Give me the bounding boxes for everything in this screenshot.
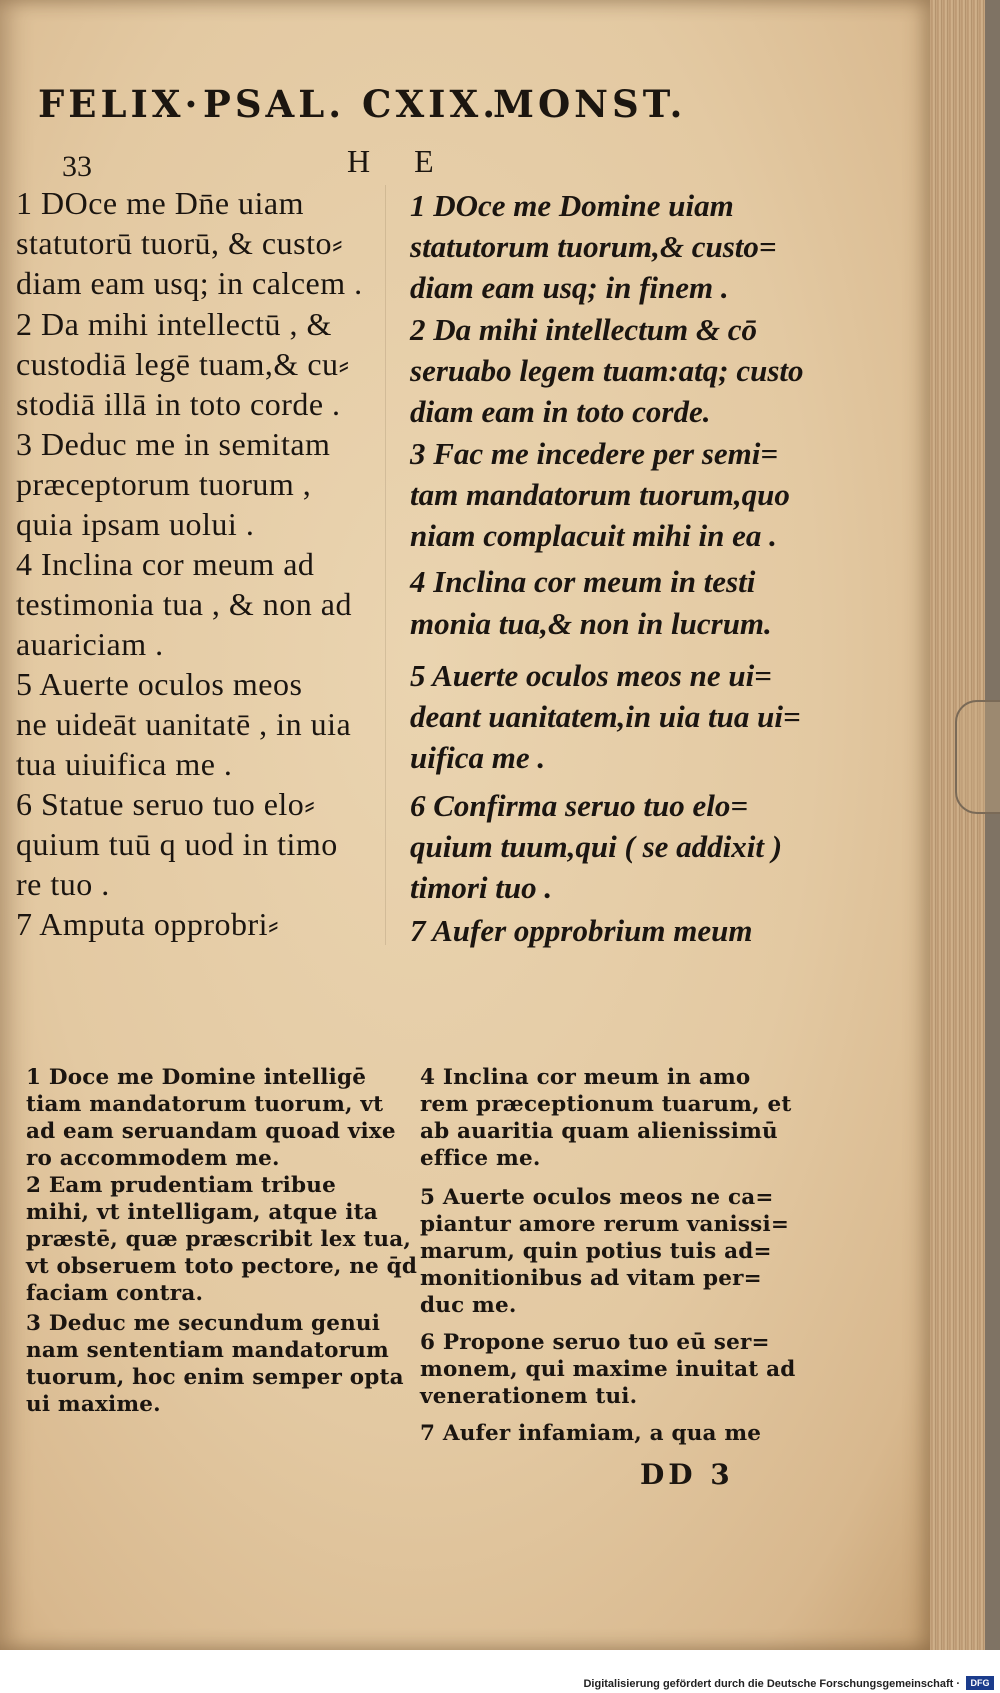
paraphrase-line: venerationem tui. bbox=[420, 1384, 638, 1409]
page-number: 33 bbox=[62, 150, 92, 183]
right-line: diam eam usq; in finem . bbox=[410, 270, 729, 305]
paraphrase-line: mihi, vt intelligam, atque ita bbox=[26, 1200, 378, 1225]
running-head bbox=[38, 82, 918, 132]
running-head-left: FELIX· bbox=[38, 82, 202, 126]
paraphrase-line: 2 Eam prudentiam tribue bbox=[26, 1173, 336, 1198]
left-line: 7 Amputa opprobri⸗ bbox=[16, 906, 280, 942]
paraphrase-right bbox=[420, 1065, 900, 1446]
left-line: 2 Da mihi intellectū , & bbox=[16, 306, 332, 342]
left-line: diam eam usq; in calcem . bbox=[16, 265, 363, 301]
right-line: uifica me . bbox=[410, 740, 546, 775]
paraphrase-line: 7 Aufer infamiam, a qua me bbox=[420, 1421, 762, 1446]
right-line: 3 Fac me incedere per semi= bbox=[410, 436, 779, 471]
paraphrase-left bbox=[26, 1065, 418, 1417]
paraphrase-line: effice me. bbox=[420, 1146, 541, 1171]
left-line: 6 Statue seruo tuo elo⸗ bbox=[16, 786, 316, 822]
paraphrase-line: rem præceptionum tuarum, et bbox=[420, 1092, 792, 1117]
right-line: statutorum tuorum,& custo= bbox=[410, 229, 777, 264]
right-line: seruabo legem tuam:atq; custo bbox=[410, 353, 804, 388]
right-line: 1 DOce me Domine uiam bbox=[410, 188, 734, 223]
dfg-logo: DFG bbox=[966, 1676, 994, 1690]
right-line: deant uanitatem,in uia tua ui= bbox=[410, 699, 801, 734]
paraphrase-line: 6 Propone seruo tuo eū ser= bbox=[420, 1330, 770, 1355]
right-line: diam eam in toto corde. bbox=[410, 394, 711, 429]
right-line: niam complacuit mihi in ea . bbox=[410, 518, 777, 553]
left-line: 5 Auerte oculos meos bbox=[16, 666, 303, 702]
right-line: timori tuo . bbox=[410, 870, 553, 905]
left-line: stodiā illā in toto corde . bbox=[16, 386, 341, 422]
paraphrase-line: 1 Doce me Domine intelligē bbox=[26, 1065, 367, 1090]
paraphrase-line: faciam contra. bbox=[26, 1281, 204, 1306]
left-line: 1 DOce me Dn̄e uiam bbox=[16, 185, 305, 221]
left-line: auariciam . bbox=[16, 626, 164, 662]
left-line: testimonia tua , & non ad bbox=[16, 586, 352, 622]
paraphrase-line: nam sententiam mandatorum bbox=[26, 1338, 389, 1363]
signature-mark: DD 3 bbox=[640, 1458, 734, 1491]
left-line: præceptorum tuorum , bbox=[16, 466, 312, 502]
paraphrase-line: duc me. bbox=[420, 1293, 517, 1318]
right-line: quium tuum,qui ( se addixit ) bbox=[410, 829, 783, 864]
paraphrase-line: marum, quin potius tuis ad= bbox=[420, 1239, 772, 1264]
paraphrase-line: monem, qui maxime inuitat ad bbox=[420, 1357, 796, 1382]
right-line: 7 Aufer opprobrium meum bbox=[410, 913, 753, 948]
section-letter: H E bbox=[347, 143, 452, 179]
paraphrase-line: piantur amore rerum vanissi= bbox=[420, 1212, 790, 1237]
left-line: re tuo . bbox=[16, 866, 110, 902]
right-line: 5 Auerte oculos meos ne ui= bbox=[410, 658, 772, 693]
paraphrase-line: ad eam seruandam quoad vixe bbox=[26, 1119, 396, 1144]
left-line: 3 Deduc me in semitam bbox=[16, 426, 331, 462]
right-line: 4 Inclina cor meum in testi bbox=[410, 564, 756, 599]
paraphrase-line: monitionibus ad vitam per= bbox=[420, 1266, 762, 1291]
left-line: tua uiuifica me . bbox=[16, 746, 233, 782]
left-line: ne uideāt uanitatē , in uia bbox=[16, 706, 352, 742]
right-line: 6 Confirma seruo tuo elo= bbox=[410, 788, 749, 823]
paraphrase-line: 5 Auerte oculos meos ne ca= bbox=[420, 1185, 774, 1210]
running-head-center: PSAL. CXIX. bbox=[203, 82, 500, 126]
paraphrase-line: 3 Deduc me secundum genui bbox=[26, 1311, 381, 1336]
book-clasp bbox=[955, 700, 1000, 814]
paraphrase-line: ui maxime. bbox=[26, 1392, 161, 1417]
paraphrase-line: præstē, quæ præscribit lex tua, bbox=[26, 1227, 412, 1252]
left-line: quium tuū q uod in timo bbox=[16, 826, 338, 862]
left-line: quia ipsam uolui . bbox=[16, 506, 255, 542]
paraphrase-line: vt obseruem toto pectore, ne q̄d bbox=[26, 1254, 418, 1279]
left-column bbox=[16, 185, 386, 955]
right-line: monia tua,& non in lucrum. bbox=[410, 606, 772, 641]
left-line: 4 Inclina cor meum ad bbox=[16, 546, 315, 582]
left-line: custodiā legē tuam,& cu⸗ bbox=[16, 346, 350, 382]
paraphrase-line: ro accommodem me. bbox=[26, 1146, 280, 1171]
page-edge-shadow bbox=[985, 0, 1000, 1693]
credit-text: Digitalisierung gefördert durch die Deutsche Forschungsgemeinschaft · bbox=[583, 1678, 960, 1690]
right-column bbox=[410, 188, 910, 958]
paraphrase-line: tuorum, hoc enim semper opta bbox=[26, 1365, 404, 1390]
paraphrase-line: 4 Inclina cor meum in amo bbox=[420, 1065, 751, 1090]
running-head-right: MONST. bbox=[493, 82, 687, 126]
right-line: 2 Da mihi intellectum & cō bbox=[410, 312, 758, 347]
right-line: tam mandatorum tuorum,quo bbox=[410, 477, 790, 512]
paraphrase-line: tiam mandatorum tuorum, vt bbox=[26, 1092, 384, 1117]
paraphrase-line: ab auaritia quam alienissimū bbox=[420, 1119, 778, 1144]
left-line: statutorū tuorū, & custo⸗ bbox=[16, 225, 344, 261]
